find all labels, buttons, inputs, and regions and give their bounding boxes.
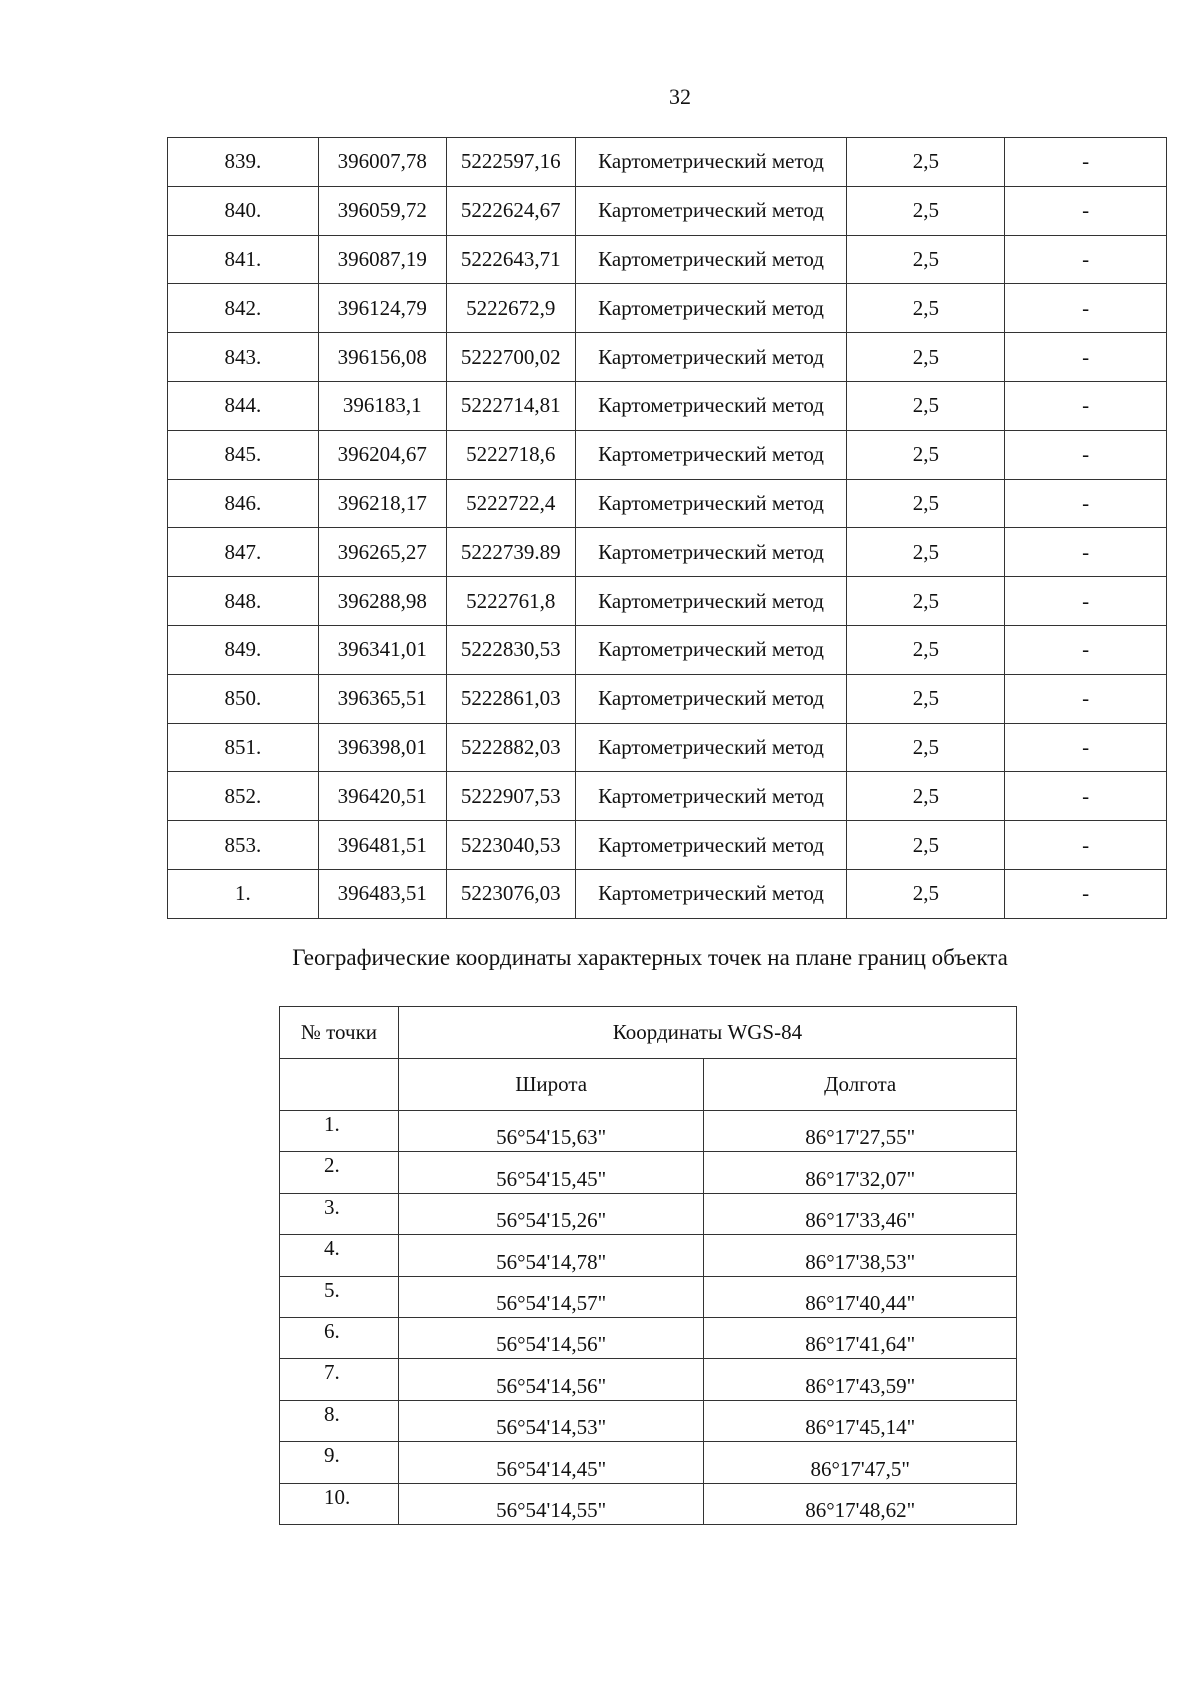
note-cell: - [1005, 772, 1167, 821]
note-cell: - [1005, 333, 1167, 382]
accuracy-cell: 2,5 [847, 528, 1005, 577]
section-heading: Географические координаты характерных точек на плане границ объекта [292, 945, 1008, 970]
x-coordinate-cell: 396218,17 [318, 479, 446, 528]
x-coordinate-cell: 396420,51 [318, 772, 446, 821]
y-coordinate-cell: 5223076,03 [446, 869, 575, 918]
point-number-cell: 845. [168, 430, 319, 479]
table-row [280, 1400, 1017, 1441]
point-number-cell: 848. [168, 577, 319, 626]
accuracy-cell: 2,5 [847, 479, 1005, 528]
y-coordinate-cell: 5222739.89 [446, 528, 575, 577]
longitude-cell: 86°17'40,44" [704, 1276, 1017, 1317]
latitude-cell: 56°54'15,45" [398, 1152, 704, 1193]
x-coordinate-cell: 396183,1 [318, 381, 446, 430]
longitude-cell: 86°17'43,59" [704, 1359, 1017, 1400]
accuracy-cell: 2,5 [847, 186, 1005, 235]
method-cell: Картометрический метод [575, 235, 847, 284]
latitude-cell: 56°54'14,56" [398, 1359, 704, 1400]
x-coordinate-cell: 396265,27 [318, 528, 446, 577]
table-row [168, 528, 1167, 577]
point-number-cell: 846. [168, 479, 319, 528]
longitude-cell: 86°17'27,55" [704, 1111, 1017, 1152]
accuracy-cell: 2,5 [847, 284, 1005, 333]
method-cell: Картометрический метод [575, 333, 847, 382]
accuracy-cell: 2,5 [847, 772, 1005, 821]
latitude-cell: 56°54'15,26" [398, 1193, 704, 1234]
x-coordinate-cell: 396365,51 [318, 674, 446, 723]
accuracy-cell: 2,5 [847, 869, 1005, 918]
header-wgs84-coordinates: Координаты WGS-84 [398, 1007, 1016, 1059]
table-row [280, 1442, 1017, 1483]
method-cell: Картометрический метод [575, 674, 847, 723]
table-row [168, 381, 1167, 430]
method-cell: Картометрический метод [575, 381, 847, 430]
header-latitude: Широта [398, 1059, 704, 1111]
point-number-cell: 1. [280, 1111, 399, 1152]
latitude-cell: 56°54'14,53" [398, 1400, 704, 1441]
method-cell: Картометрический метод [575, 284, 847, 333]
header-longitude: Долгота [704, 1059, 1017, 1111]
x-coordinate-cell: 396059,72 [318, 186, 446, 235]
x-coordinate-cell: 396204,67 [318, 430, 446, 479]
boundary-points-table [167, 137, 1167, 919]
method-cell: Картометрический метод [575, 869, 847, 918]
table-row [168, 821, 1167, 870]
x-coordinate-cell: 396398,01 [318, 723, 446, 772]
table-row [168, 430, 1167, 479]
table-row [168, 284, 1167, 333]
note-cell: - [1005, 138, 1167, 187]
x-coordinate-cell: 396087,19 [318, 235, 446, 284]
x-coordinate-cell: 396124,79 [318, 284, 446, 333]
x-coordinate-cell: 396483,51 [318, 869, 446, 918]
geographic-coordinates-table-body [280, 1007, 1017, 1525]
point-number-cell: 1. [168, 869, 319, 918]
x-coordinate-cell: 396288,98 [318, 577, 446, 626]
note-cell: - [1005, 674, 1167, 723]
y-coordinate-cell: 5222624,67 [446, 186, 575, 235]
latitude-cell: 56°54'14,55" [398, 1483, 704, 1524]
note-cell: - [1005, 869, 1167, 918]
point-number-cell: 5. [280, 1276, 399, 1317]
y-coordinate-cell: 5222718,6 [446, 430, 575, 479]
point-number-cell: 6. [280, 1317, 399, 1358]
longitude-cell: 86°17'47,5" [704, 1442, 1017, 1483]
subheader-row [280, 1059, 1017, 1111]
point-number-cell: 4. [280, 1235, 399, 1276]
x-coordinate-cell: 396481,51 [318, 821, 446, 870]
point-number-cell: 8. [280, 1400, 399, 1441]
latitude-cell: 56°54'15,63" [398, 1111, 704, 1152]
header-point-number: № точки [280, 1007, 399, 1059]
latitude-cell: 56°54'14,56" [398, 1317, 704, 1358]
longitude-cell: 86°17'33,46" [704, 1193, 1017, 1234]
table-row [168, 674, 1167, 723]
accuracy-cell: 2,5 [847, 430, 1005, 479]
point-number-cell: 10. [280, 1483, 399, 1524]
method-cell: Картометрический метод [575, 772, 847, 821]
table-row [280, 1193, 1017, 1234]
accuracy-cell: 2,5 [847, 577, 1005, 626]
boundary-points-table-body [168, 138, 1167, 919]
y-coordinate-cell: 5222761,8 [446, 577, 575, 626]
point-number-cell: 842. [168, 284, 319, 333]
subheader-empty-cell [280, 1059, 399, 1111]
note-cell: - [1005, 430, 1167, 479]
table-row [280, 1359, 1017, 1400]
note-cell: - [1005, 235, 1167, 284]
point-number-cell: 7. [280, 1359, 399, 1400]
point-number-cell: 851. [168, 723, 319, 772]
note-cell: - [1005, 381, 1167, 430]
latitude-cell: 56°54'14,45" [398, 1442, 704, 1483]
method-cell: Картометрический метод [575, 625, 847, 674]
y-coordinate-cell: 5222597,16 [446, 138, 575, 187]
method-cell: Картометрический метод [575, 186, 847, 235]
table-row [168, 333, 1167, 382]
y-coordinate-cell: 5222643,71 [446, 235, 575, 284]
note-cell: - [1005, 284, 1167, 333]
table-row [168, 186, 1167, 235]
accuracy-cell: 2,5 [847, 674, 1005, 723]
method-cell: Картометрический метод [575, 138, 847, 187]
method-cell: Картометрический метод [575, 577, 847, 626]
y-coordinate-cell: 5222861,03 [446, 674, 575, 723]
table-row [280, 1276, 1017, 1317]
y-coordinate-cell: 5222830,53 [446, 625, 575, 674]
table-row [280, 1152, 1017, 1193]
page-number: 32 [669, 84, 691, 109]
point-number-cell: 2. [280, 1152, 399, 1193]
y-coordinate-cell: 5222882,03 [446, 723, 575, 772]
accuracy-cell: 2,5 [847, 821, 1005, 870]
table-row [280, 1235, 1017, 1276]
longitude-cell: 86°17'48,62" [704, 1483, 1017, 1524]
geographic-coordinates-table [279, 1006, 1017, 1525]
point-number-cell: 841. [168, 235, 319, 284]
table-row [168, 138, 1167, 187]
table-row [168, 577, 1167, 626]
y-coordinate-cell: 5223040,53 [446, 821, 575, 870]
y-coordinate-cell: 5222700,02 [446, 333, 575, 382]
point-number-cell: 850. [168, 674, 319, 723]
longitude-cell: 86°17'45,14" [704, 1400, 1017, 1441]
table-row [168, 479, 1167, 528]
point-number-cell: 844. [168, 381, 319, 430]
latitude-cell: 56°54'14,57" [398, 1276, 704, 1317]
y-coordinate-cell: 5222907,53 [446, 772, 575, 821]
point-number-cell: 839. [168, 138, 319, 187]
accuracy-cell: 2,5 [847, 333, 1005, 382]
longitude-cell: 86°17'32,07" [704, 1152, 1017, 1193]
table-row [168, 625, 1167, 674]
accuracy-cell: 2,5 [847, 723, 1005, 772]
x-coordinate-cell: 396007,78 [318, 138, 446, 187]
longitude-cell: 86°17'41,64" [704, 1317, 1017, 1358]
note-cell: - [1005, 625, 1167, 674]
method-cell: Картометрический метод [575, 479, 847, 528]
method-cell: Картометрический метод [575, 821, 847, 870]
x-coordinate-cell: 396156,08 [318, 333, 446, 382]
accuracy-cell: 2,5 [847, 381, 1005, 430]
y-coordinate-cell: 5222714,81 [446, 381, 575, 430]
table-row [280, 1317, 1017, 1358]
note-cell: - [1005, 186, 1167, 235]
accuracy-cell: 2,5 [847, 625, 1005, 674]
note-cell: - [1005, 577, 1167, 626]
point-number-cell: 852. [168, 772, 319, 821]
point-number-cell: 840. [168, 186, 319, 235]
note-cell: - [1005, 723, 1167, 772]
header-row [280, 1007, 1017, 1059]
point-number-cell: 9. [280, 1442, 399, 1483]
table-row [168, 772, 1167, 821]
accuracy-cell: 2,5 [847, 235, 1005, 284]
table-row [168, 723, 1167, 772]
table-row [280, 1483, 1017, 1524]
table-row [168, 235, 1167, 284]
accuracy-cell: 2,5 [847, 138, 1005, 187]
note-cell: - [1005, 821, 1167, 870]
point-number-cell: 849. [168, 625, 319, 674]
method-cell: Картометрический метод [575, 723, 847, 772]
latitude-cell: 56°54'14,78" [398, 1235, 704, 1276]
note-cell: - [1005, 528, 1167, 577]
x-coordinate-cell: 396341,01 [318, 625, 446, 674]
point-number-cell: 847. [168, 528, 319, 577]
table-row [168, 869, 1167, 918]
method-cell: Картометрический метод [575, 430, 847, 479]
note-cell: - [1005, 479, 1167, 528]
point-number-cell: 853. [168, 821, 319, 870]
y-coordinate-cell: 5222672,9 [446, 284, 575, 333]
table-row [280, 1111, 1017, 1152]
method-cell: Картометрический метод [575, 528, 847, 577]
point-number-cell: 3. [280, 1193, 399, 1234]
point-number-cell: 843. [168, 333, 319, 382]
y-coordinate-cell: 5222722,4 [446, 479, 575, 528]
longitude-cell: 86°17'38,53" [704, 1235, 1017, 1276]
